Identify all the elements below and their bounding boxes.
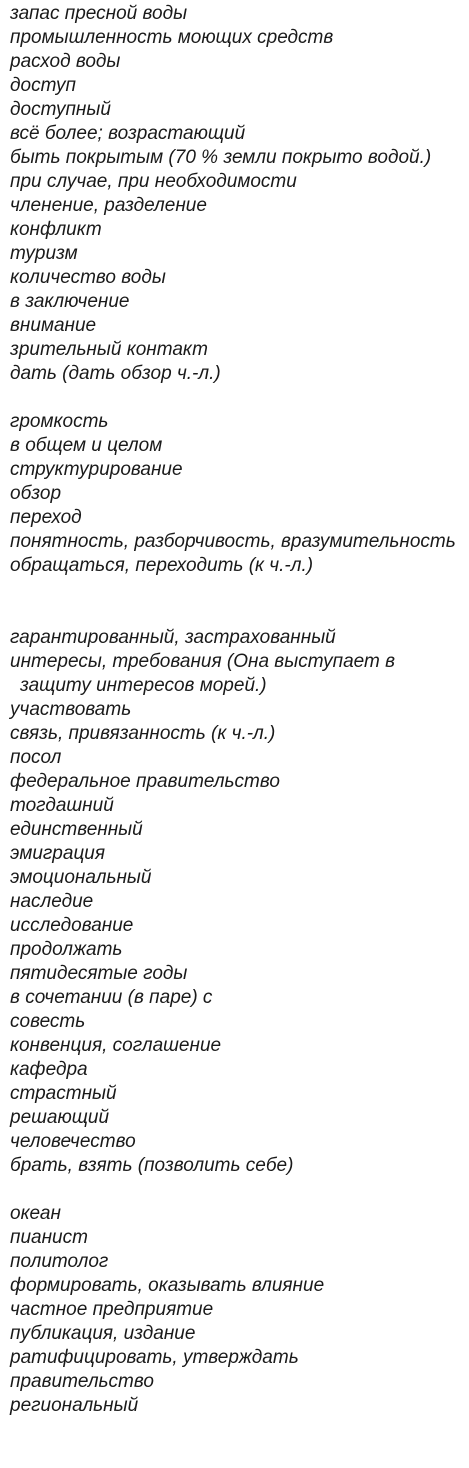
vocab-entry: участвовать [10,699,132,720]
vocab-entry: исследование [10,915,134,936]
vocab-entry: совесть [10,1011,86,1032]
vocab-entry: конвенция, соглашение [10,1035,222,1056]
vocab-entry: быть покрытым (70 % земли покрыто водой.) [10,147,432,168]
vocab-entry: членение, разделение [10,195,207,216]
vocab-entry: связь, привязанность (к ч.-л.) [10,723,276,744]
vocab-entry: правительство [10,1371,154,1392]
group-spacer [10,1178,465,1202]
vocab-entry: интересы, требования (Она выступает в защиту интересов морей.) [10,651,396,696]
vocab-entry: структурирование [10,459,183,480]
vocab-entry: пятидесятые годы [10,963,188,984]
vocab-entry: громкость [10,411,109,432]
group-spacer [10,578,465,626]
vocab-entry: в заключение [10,291,130,312]
vocab-entry: зрительный контакт [10,339,208,360]
vocabulary-group-2 [10,410,465,578]
vocab-entry: промышленность моющих средств [10,27,334,48]
vocab-entry: запас пресной воды [10,3,188,24]
vocab-entry: обзор [10,483,62,504]
vocab-entry: пианист [10,1227,88,1248]
vocab-entry: формировать, оказывать влияние [10,1275,325,1296]
vocab-entry: понятность, разборчивость, вразумительность [10,531,456,552]
vocab-entry: страстный [10,1083,117,1104]
vocab-entry: федеральное правительство [10,771,280,792]
vocab-entry: обращаться, переходить (к ч.-л.) [10,555,314,576]
vocab-entry: ратифицировать, утверждать [10,1347,299,1368]
vocab-entry: туризм [10,243,78,264]
vocab-entry: расход воды [10,51,121,72]
vocab-entry: эмиграция [10,843,106,864]
vocab-entry: кафедра [10,1059,88,1080]
vocab-entry: брать, взять (позволить себе) [10,1155,294,1176]
vocab-entry: эмоциональный [10,867,152,888]
vocab-entry: количество воды [10,267,166,288]
vocab-entry: наследие [10,891,94,912]
vocab-entry: переход [10,507,82,528]
vocab-entry: океан [10,1203,61,1224]
vocab-entry: человечество [10,1131,136,1152]
vocab-entry: единственный [10,819,143,840]
vocab-entry: региональный [10,1395,139,1416]
vocab-entry: доступ [10,75,76,96]
vocab-entry: внимание [10,315,97,336]
vocab-entry: всё более; возрастающий [10,123,246,144]
vocabulary-page [10,2,465,1418]
vocab-entry: в сочетании (в паре) с [10,987,213,1008]
vocab-entry: продолжать [10,939,123,960]
vocab-entry: посол [10,747,62,768]
vocab-entry: тогдашний [10,795,114,816]
group-spacer [10,386,465,410]
vocab-entry: политолог [10,1251,109,1272]
vocabulary-group-4 [10,1202,465,1418]
vocab-entry: при случае, при необходимости [10,171,297,192]
vocabulary-group-3 [10,626,465,1178]
vocab-entry: в общем и целом [10,435,163,456]
vocab-entry: частное предприятие [10,1299,214,1320]
vocab-entry: конфликт [10,219,102,240]
vocab-entry: доступный [10,99,111,120]
vocabulary-group-1 [10,2,465,386]
vocab-entry: дать (дать обзор ч.-л.) [10,363,221,384]
vocab-entry: публикация, издание [10,1323,196,1344]
vocab-entry: гарантированный, застрахованный [10,627,336,648]
vocab-entry: решающий [10,1107,110,1128]
